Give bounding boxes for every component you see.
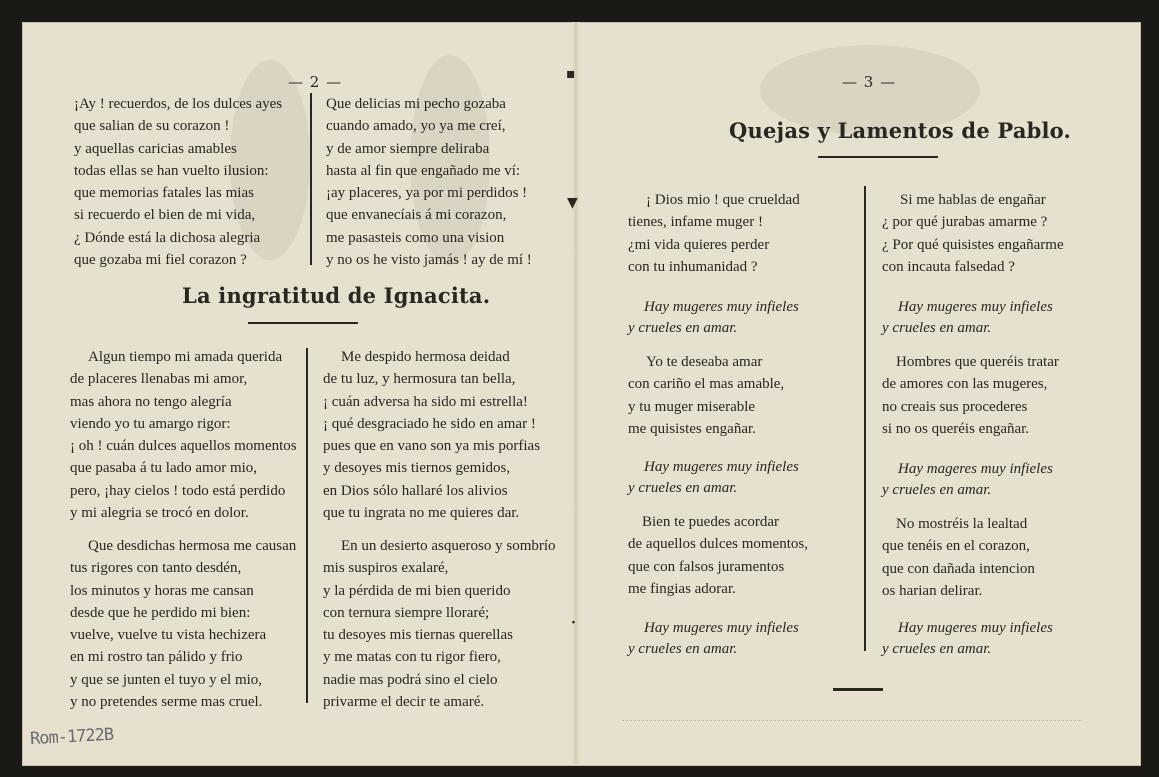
- verse-line: con tu inhumanidad ?: [628, 258, 758, 275]
- verse-line: no creais sus procederes: [882, 398, 1028, 415]
- verse-line: ¡ Dios mio ! que crueldad: [646, 192, 800, 208]
- verse-line: y de amor siempre deliraba: [326, 140, 490, 157]
- verse-line: y que se junten el tuyo y el mio,: [70, 671, 263, 688]
- fold-mark: ▼: [567, 195, 578, 211]
- verse-line: tu desoyes mis tiernas querellas: [323, 627, 513, 644]
- refrain: [628, 618, 799, 659]
- verse-line: que gozaba mi fiel corazon ?: [74, 252, 247, 269]
- column-divider: [310, 93, 312, 265]
- verse-line: mis suspiros exalaré,: [323, 560, 449, 577]
- verse-line: si no os queréis engañar.: [882, 420, 1030, 437]
- verse-line: que con falsos juramentos: [628, 558, 785, 575]
- verse-line: ¡ qué desgraciado he sido en amar !: [323, 415, 536, 432]
- page-number-left: — 2 —: [288, 73, 343, 91]
- page-number-right: — 3 —: [842, 73, 897, 91]
- verse-line: en mi rostro tan pálido y frio: [70, 649, 243, 666]
- verse-line: os harian delirar.: [882, 582, 983, 599]
- refrain: [628, 297, 799, 338]
- refrain: [882, 459, 1053, 500]
- center-fold: [572, 22, 580, 764]
- verse-line: Bien te puedes acordar: [642, 514, 780, 530]
- verse-line: ¡Ay ! recuerdos, de los dulces ayes: [74, 96, 283, 112]
- title-rule: [818, 156, 938, 158]
- refrain-line: Hay mugeres muy infieles: [644, 459, 799, 475]
- verse-line: con cariño el mas amable,: [628, 376, 785, 393]
- refrain-line: y crueles en amar.: [628, 640, 738, 657]
- stanza-top-left: [74, 93, 282, 271]
- verse-line: tus rigores con tanto desdén,: [70, 560, 242, 577]
- verse-line: Hombres que queréis tratar: [896, 354, 1059, 370]
- verse-line: me pasasteis como una vision: [326, 229, 505, 246]
- verse-line: y me matas con tu rigor fiero,: [323, 649, 501, 666]
- stanza-col1-1: [70, 346, 297, 524]
- verse-line: ¿mi vida quieres perder: [628, 236, 770, 253]
- verse-line: ¿ Por qué quisistes engañarme: [882, 236, 1064, 253]
- verse-line: Que desdichas hermosa me causan: [88, 538, 297, 554]
- verse-line: con ternura siempre lloraré;: [323, 604, 490, 621]
- verse-line: de amores con las mugeres,: [882, 376, 1048, 393]
- refrain-line: y crueles en amar.: [628, 319, 738, 336]
- title-rule: [248, 322, 358, 324]
- verse-line: y mi alegria se trocó en dolor.: [70, 505, 249, 522]
- verse-line: ¿ por qué jurabas amarme ?: [882, 214, 1048, 231]
- refrain-line: y crueles en amar.: [882, 319, 992, 336]
- verse-line: mas ahora no tengo alegría: [70, 393, 232, 410]
- verse-line: Me despido hermosa deidad: [341, 349, 510, 365]
- verse-line: en Dios sólo hallaré los alivios: [323, 482, 508, 499]
- stanza-top-right: [326, 93, 532, 271]
- verse-line: que tu ingrata no me quieres dar.: [323, 505, 520, 522]
- faded-imprint-line: [622, 710, 1082, 721]
- refrain-line: Hay mugeres muy infieles: [644, 299, 799, 315]
- poem-title-left: La ingratitud de Ignacita.: [182, 283, 491, 308]
- verse-line: Yo te deseaba amar: [646, 354, 763, 370]
- end-flourish: [833, 688, 883, 691]
- verse-line: y desoyes mis tiernos gemidos,: [323, 460, 511, 477]
- verse-line: viendo yo tu amargo rigor:: [70, 415, 231, 432]
- fold-mark: ·: [571, 615, 576, 631]
- refrain-line: y crueles en amar.: [882, 481, 992, 498]
- verse-line: En un desierto asqueroso y sombrío: [341, 538, 556, 554]
- refrain: [882, 297, 1053, 338]
- verse-line: cuando amado, yo ya me creí,: [326, 118, 506, 135]
- verse-line: me fingias adorar.: [628, 580, 736, 597]
- stanza-right-col1-1: [628, 189, 800, 278]
- verse-line: Algun tiempo mi amada querida: [88, 349, 283, 365]
- verse-line: y tu muger miserable: [628, 398, 756, 415]
- catalog-stamp: Rom-1722B: [29, 724, 114, 750]
- stanza-col2-1: [323, 346, 540, 524]
- verse-line: y la pérdida de mi bien querido: [323, 582, 511, 599]
- refrain-line: Hay mugeres muy infieles: [898, 299, 1053, 315]
- verse-line: si recuerdo el bien de mi vida,: [74, 207, 256, 224]
- refrain-line: Hay mugeres muy infieles: [644, 620, 799, 636]
- verse-line: que envanecíais á mi corazon,: [326, 207, 507, 224]
- verse-line: y no pretendes serme mas cruel.: [70, 694, 263, 711]
- verse-line: de tu luz, y hermosura tan bella,: [323, 371, 516, 388]
- stanza-col1-2: [70, 535, 296, 713]
- refrain-line: Hay mugeres muy infieles: [898, 620, 1053, 636]
- verse-line: nadie mas podrá sino el cielo: [323, 671, 498, 688]
- stanza-right-col2-3: [882, 513, 1035, 602]
- verse-line: hasta al fin que engañado me ví:: [326, 162, 521, 179]
- verse-line: ¡ cuán adversa ha sido mi estrella!: [323, 393, 528, 410]
- stanza-right-col2-1: [882, 189, 1064, 278]
- verse-line: No mostréis la lealtad: [896, 516, 1028, 532]
- verse-line: los minutos y horas me cansan: [70, 582, 254, 599]
- verse-line: todas ellas se han vuelto ilusion:: [74, 162, 269, 179]
- verse-line: que memorias fatales las mias: [74, 185, 254, 202]
- column-divider: [306, 348, 308, 703]
- verse-line: ¿ Dónde está la dichosa alegria: [74, 229, 261, 246]
- verse-line: de placeres llenabas mi amor,: [70, 371, 248, 388]
- stanza-right-col1-2: [628, 351, 784, 440]
- verse-line: tienes, infame muger !: [628, 214, 763, 231]
- verse-line: desde que he perdido mi bien:: [70, 604, 251, 621]
- verse-line: vuelve, vuelve tu vista hechizera: [70, 627, 267, 644]
- stanza-right-col1-3: [628, 511, 808, 600]
- verse-line: que salian de su corazon !: [74, 118, 230, 135]
- fold-mark: ▪: [566, 66, 576, 82]
- verse-line: Que delicias mi pecho gozaba: [326, 96, 506, 112]
- verse-line: de aquellos dulces momentos,: [628, 536, 808, 553]
- stanza-right-col2-2: [882, 351, 1059, 440]
- poem-title-right: Quejas y Lamentos de Pablo.: [729, 118, 1072, 143]
- verse-line: y no os he visto jamás ! ay de mí !: [326, 252, 532, 269]
- verse-line: y aquellas caricias amables: [74, 140, 237, 157]
- refrain: [628, 457, 799, 498]
- verse-line: me quisistes engañar.: [628, 420, 756, 437]
- verse-line: que con dañada intencion: [882, 560, 1035, 577]
- verse-line: Si me hablas de engañar: [900, 192, 1046, 208]
- verse-line: pues que en vano son ya mis porfias: [323, 438, 541, 455]
- stanza-col2-2: [323, 535, 556, 713]
- verse-line: pero, ¡hay cielos ! todo está perdido: [70, 482, 286, 499]
- verse-line: que pasaba á tu lado amor mio,: [70, 460, 258, 477]
- refrain-line: y crueles en amar.: [628, 479, 738, 496]
- verse-line: que tenéis en el corazon,: [882, 538, 1030, 555]
- refrain: [882, 618, 1053, 659]
- refrain-line: Hay mageres muy infieles: [898, 461, 1053, 477]
- refrain-line: y crueles en amar.: [882, 640, 992, 657]
- verse-line: privarme el decir te amaré.: [323, 694, 485, 711]
- verse-line: ¡ay placeres, ya por mi perdidos !: [326, 185, 528, 202]
- column-divider: [864, 186, 866, 651]
- verse-line: con incauta falsedad ?: [882, 258, 1015, 275]
- verse-line: ¡ oh ! cuán dulces aquellos momentos: [70, 438, 297, 455]
